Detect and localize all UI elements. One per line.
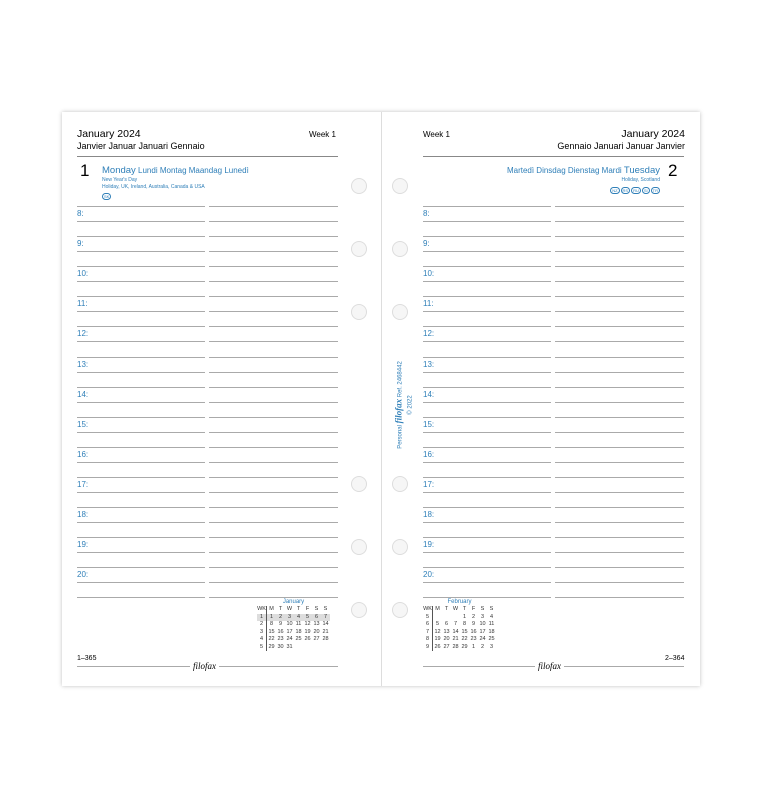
calendar-day: 10: [479, 621, 486, 628]
calendar-header: F: [305, 606, 310, 613]
writing-line: [423, 432, 551, 433]
writing-line: [209, 311, 338, 312]
punch-hole: [392, 476, 408, 492]
hour-label: 13:: [77, 359, 89, 369]
writing-line: [423, 357, 551, 358]
hour-label: 13:: [423, 359, 435, 369]
hour-label: 12:: [77, 329, 89, 339]
hour-label: 10:: [423, 269, 435, 279]
week-number: 6: [423, 621, 433, 629]
punch-hole: [392, 304, 408, 320]
day-other: Martedì Dinsdag Dienstag Mardi: [506, 166, 624, 175]
writing-line: [209, 387, 338, 388]
calendar-day: 5: [435, 621, 440, 628]
day-number: 2: [668, 161, 678, 180]
calendar-day: 18: [488, 628, 495, 635]
mini-calendar-february: [423, 599, 496, 651]
calendar-day: 6: [444, 621, 449, 628]
writing-line: [209, 477, 338, 478]
calendar-header: M: [435, 606, 440, 613]
week-number: 3: [257, 629, 267, 637]
writing-line: [555, 402, 684, 403]
week-number: 5: [423, 614, 433, 622]
month-translations: Gennaio Januari Januar Janvier: [557, 141, 685, 151]
calendar-day: 24: [286, 636, 293, 643]
writing-line: [77, 462, 205, 463]
writing-line: [77, 251, 205, 252]
writing-line: [555, 387, 684, 388]
calendar-day: 4: [489, 613, 494, 620]
writing-line: [77, 432, 205, 433]
week-number: 1: [257, 614, 267, 622]
hour-label: 20:: [77, 570, 89, 580]
writing-line: [423, 221, 551, 222]
calendar-header: S: [314, 606, 319, 613]
punch-hole: [351, 178, 367, 194]
writing-line: [423, 447, 551, 448]
calendar-day: [303, 644, 312, 652]
ref-number: Ref. 2468442: [397, 361, 404, 398]
calendar-day: 5: [303, 614, 312, 622]
holiday-note: Holiday, Scotland: [621, 177, 660, 183]
punch-hole: [351, 241, 367, 257]
writing-line: [423, 522, 551, 523]
writing-line: [423, 387, 551, 388]
day-name: [102, 163, 249, 177]
holiday-badges: [101, 190, 249, 200]
day-name: [507, 163, 660, 177]
writing-line: [77, 206, 205, 207]
punch-hole: [351, 304, 367, 320]
calendar-header: T: [462, 606, 467, 613]
writing-line: [423, 552, 551, 553]
calendar-day: 9: [278, 621, 283, 628]
calendar-day: 21: [452, 636, 459, 643]
hour-label: 11:: [423, 299, 434, 309]
calendar-day: 26: [304, 636, 311, 643]
punch-hole: [351, 539, 367, 555]
copyright: © 2022: [407, 395, 414, 415]
filofax-logo: filofax: [190, 661, 219, 671]
writing-line: [209, 266, 338, 267]
writing-line: [209, 447, 338, 448]
calendar-day: 28: [322, 636, 329, 643]
hour-label: 17:: [423, 479, 435, 489]
hour-label: 19:: [423, 540, 435, 550]
calendar-day: 3: [489, 643, 494, 650]
calendar-day: 30: [277, 643, 284, 650]
badge: RU: [633, 187, 639, 193]
writing-line: [77, 281, 205, 282]
calendar-day: 14: [452, 628, 459, 635]
hour-label: 19:: [77, 540, 89, 550]
writing-line: [555, 236, 684, 237]
punch-hole: [351, 602, 367, 618]
day-block: [507, 163, 660, 194]
calendar-day: 2: [471, 613, 476, 620]
writing-line: [555, 296, 684, 297]
calendar-day: 31: [286, 643, 293, 650]
writing-line: [209, 417, 338, 418]
holiday-note: Holiday, UK, Ireland, Australia, Canada & USA: [102, 183, 205, 190]
writing-line: [555, 567, 684, 568]
holiday-name: New Year's Day: [102, 177, 138, 183]
writing-line: [77, 372, 205, 373]
hour-label: 9:: [77, 239, 84, 249]
day-number: 1: [80, 161, 90, 180]
calendar-day: 3: [480, 613, 485, 620]
day-en: Tuesday: [623, 165, 660, 176]
calendar-day: 16: [470, 628, 477, 635]
writing-line: [77, 477, 205, 478]
hour-label: 9:: [423, 239, 430, 249]
calendar-header: W: [286, 606, 293, 613]
week-number: 7: [423, 629, 433, 637]
writing-line: [209, 296, 338, 297]
writing-line: [423, 582, 551, 583]
writing-line: [77, 357, 205, 358]
hour-label: 12:: [423, 329, 435, 339]
calendar-day: [451, 614, 460, 622]
writing-line: [209, 372, 338, 373]
writing-line: [555, 341, 684, 342]
writing-line: [423, 341, 551, 342]
writing-line: [555, 537, 684, 538]
format-label: Personal: [397, 425, 404, 449]
writing-line: [77, 537, 205, 538]
punch-hole: [392, 178, 408, 194]
writing-line: [555, 221, 684, 222]
punch-hole: [392, 539, 408, 555]
month-header: [557, 128, 685, 152]
calendar-day: 19: [434, 636, 441, 643]
writing-line: [555, 251, 684, 252]
holiday-badges: [507, 184, 660, 194]
badge: NZ: [612, 187, 618, 193]
calendar-header: T: [444, 606, 449, 613]
writing-line: [423, 326, 551, 327]
week-number: 5: [257, 644, 267, 652]
hour-label: 17:: [77, 479, 89, 489]
week-label: Week 1: [423, 130, 450, 139]
month-header: [77, 128, 205, 152]
punch-hole: [392, 241, 408, 257]
calendar-day: [294, 644, 303, 652]
hour-label: 20:: [423, 570, 435, 580]
hour-label: 18:: [77, 510, 89, 519]
calendar-day: 7: [453, 621, 458, 628]
hour-label: 11:: [77, 299, 88, 309]
writing-line: [77, 221, 205, 222]
writing-line: [209, 251, 338, 252]
writing-line: [423, 417, 551, 418]
writing-line: [77, 492, 205, 493]
calendar-day: 19: [304, 628, 311, 635]
calendar-day: 27: [313, 636, 320, 643]
writing-line: [555, 206, 684, 207]
writing-line: [209, 567, 338, 568]
calendar-day: 29: [461, 643, 468, 650]
writing-line: [555, 357, 684, 358]
hour-label: 16:: [77, 449, 89, 459]
calendar-day: 2: [276, 614, 285, 622]
calendar-day: 11: [295, 621, 302, 628]
writing-line: [209, 357, 338, 358]
calendar-header: S: [489, 606, 494, 613]
writing-line: [555, 552, 684, 553]
writing-line: [555, 522, 684, 523]
writing-line: [423, 492, 551, 493]
calendar-header: T: [296, 606, 301, 613]
writing-line: [209, 341, 338, 342]
day-count: 2–364: [665, 655, 685, 662]
writing-line: [423, 251, 551, 252]
calendar-day: 1: [267, 614, 277, 622]
calendar-day: 24: [479, 636, 486, 643]
hour-label: 15:: [77, 419, 89, 429]
month-title: January 2024: [77, 128, 141, 140]
badge: SI: [643, 187, 648, 193]
calendar-day: 14: [322, 621, 329, 628]
calendar-header: W: [452, 606, 459, 613]
writing-line: [77, 417, 205, 418]
writing-line: [209, 221, 338, 222]
calendar-day: 3: [285, 614, 294, 622]
calendar-day: [442, 614, 451, 622]
spine-line-1: [394, 361, 407, 449]
writing-line: [555, 326, 684, 327]
calendar-day: 8: [269, 621, 274, 628]
writing-line: [423, 281, 551, 282]
writing-line: [209, 206, 338, 207]
calendar-day: 13: [313, 621, 320, 628]
calendar-day: 15: [268, 628, 275, 635]
calendar-day: 22: [268, 636, 275, 643]
calendar-day: 28: [452, 643, 459, 650]
filofax-logo: filofax: [393, 398, 404, 424]
day-count: 1–365: [77, 655, 97, 662]
filofax-logo: filofax: [535, 661, 564, 671]
calendar-header: F: [471, 606, 476, 613]
writing-line: [423, 206, 551, 207]
calendar-day: 27: [443, 643, 450, 650]
writing-line: [77, 447, 205, 448]
hour-label: 14:: [77, 389, 89, 399]
calendar-header: S: [323, 606, 328, 613]
calendar-day: 8: [462, 621, 467, 628]
writing-line: [209, 522, 338, 523]
badge: TR: [652, 187, 658, 193]
writing-line: [555, 447, 684, 448]
writing-line: [77, 552, 205, 553]
calendar-header: WK: [257, 606, 266, 613]
writing-line: [77, 402, 205, 403]
calendar-day: 26: [434, 643, 441, 650]
calendar-day: 18: [295, 628, 302, 635]
writing-line: [423, 236, 551, 237]
calendar-day: 7: [321, 614, 330, 622]
writing-line: [555, 492, 684, 493]
writing-line: [77, 597, 205, 598]
calendar-day: 16: [277, 628, 284, 635]
calendar-day: 25: [295, 636, 302, 643]
writing-line: [555, 372, 684, 373]
calendar-title: February: [447, 599, 472, 605]
day-en: Monday: [102, 165, 136, 176]
writing-line: [423, 567, 551, 568]
calendar-day: 12: [304, 621, 311, 628]
badge: RS: [622, 187, 629, 193]
writing-line: [77, 296, 205, 297]
hour-label: 15:: [423, 419, 435, 429]
writing-line: [555, 477, 684, 478]
writing-line: [77, 326, 205, 327]
punch-hole: [351, 476, 367, 492]
day-block: [102, 163, 249, 200]
punch-hole: [392, 602, 408, 618]
page-divider: [381, 112, 382, 686]
calendar-day: 21: [322, 628, 329, 635]
day-other: Lundi Montag Maandag Lunedì: [135, 166, 249, 175]
calendar-day: 23: [470, 636, 477, 643]
writing-line: [423, 477, 551, 478]
writing-line: [555, 432, 684, 433]
hour-label: 16:: [423, 449, 435, 459]
writing-line: [209, 432, 338, 433]
calendar-day: 23: [277, 636, 284, 643]
hour-label: 18:: [423, 510, 435, 519]
writing-line: [209, 507, 338, 508]
calendar-day: 17: [479, 628, 486, 635]
hour-label: 14:: [423, 389, 435, 399]
writing-line: [555, 462, 684, 463]
writing-line: [209, 402, 338, 403]
spine-text: [394, 361, 415, 449]
calendar-day: 15: [461, 628, 468, 635]
writing-line: [423, 597, 551, 598]
week-number: 2: [257, 621, 267, 629]
hour-label: 8:: [423, 209, 430, 218]
writing-line: [77, 311, 205, 312]
writing-line: [77, 341, 205, 342]
writing-line: [209, 281, 338, 282]
writing-line: [209, 326, 338, 327]
writing-line: [77, 387, 205, 388]
writing-line: [423, 372, 551, 373]
writing-line: [423, 296, 551, 297]
calendar-day: 9: [471, 621, 476, 628]
mini-calendar-january: [257, 599, 330, 651]
writing-line: [77, 507, 205, 508]
calendar-header: T: [278, 606, 283, 613]
writing-line: [555, 281, 684, 282]
writing-line: [423, 311, 551, 312]
writing-line: [209, 597, 338, 598]
writing-line: [555, 311, 684, 312]
calendar-day: [433, 614, 443, 622]
calendar-day: [312, 644, 321, 652]
writing-line: [77, 582, 205, 583]
writing-line: [555, 266, 684, 267]
writing-line: [555, 582, 684, 583]
writing-line: [209, 462, 338, 463]
writing-line: [423, 266, 551, 267]
month-translations: Janvier Januar Januari Gennaio: [77, 141, 205, 151]
writing-line: [423, 462, 551, 463]
calendar-header: WK: [423, 606, 432, 613]
writing-line: [423, 507, 551, 508]
week-number: 8: [423, 636, 433, 644]
writing-line: [77, 266, 205, 267]
writing-line: [423, 537, 551, 538]
writing-line: [209, 552, 338, 553]
calendar-day: 25: [488, 636, 495, 643]
writing-line: [209, 492, 338, 493]
calendar-day: 22: [461, 636, 468, 643]
writing-line: [77, 236, 205, 237]
week-number: 4: [257, 636, 267, 644]
calendar-day: 11: [488, 621, 495, 628]
writing-line: [555, 597, 684, 598]
month-title: January 2024: [621, 128, 685, 140]
calendar-day: 1: [471, 643, 476, 650]
calendar-day: 13: [443, 628, 450, 635]
calendar-day: 4: [294, 614, 303, 622]
calendar-header: S: [480, 606, 485, 613]
calendar-day: 2: [480, 643, 485, 650]
writing-line: [423, 402, 551, 403]
calendar-day: 10: [286, 621, 293, 628]
week-label: Week 1: [309, 130, 336, 139]
calendar-day: 12: [434, 628, 441, 635]
calendar-day: [321, 644, 330, 652]
writing-line: [77, 522, 205, 523]
calendar-day: 17: [286, 628, 293, 635]
calendar-day: 6: [312, 614, 321, 622]
week-number: 9: [423, 644, 433, 652]
calendar-header: M: [269, 606, 274, 613]
writing-line: [555, 417, 684, 418]
hour-label: 10:: [77, 269, 89, 279]
writing-line: [209, 582, 338, 583]
writing-line: [77, 567, 205, 568]
calendar-title: January: [282, 599, 305, 605]
calendar-day: 29: [268, 643, 275, 650]
hour-label: 8:: [77, 209, 84, 218]
writing-line: [209, 537, 338, 538]
writing-line: [209, 236, 338, 237]
badge: SK: [104, 194, 110, 199]
calendar-day: 1: [462, 613, 467, 620]
calendar-day: 20: [443, 636, 450, 643]
calendar-day: 20: [313, 628, 320, 635]
writing-line: [555, 507, 684, 508]
